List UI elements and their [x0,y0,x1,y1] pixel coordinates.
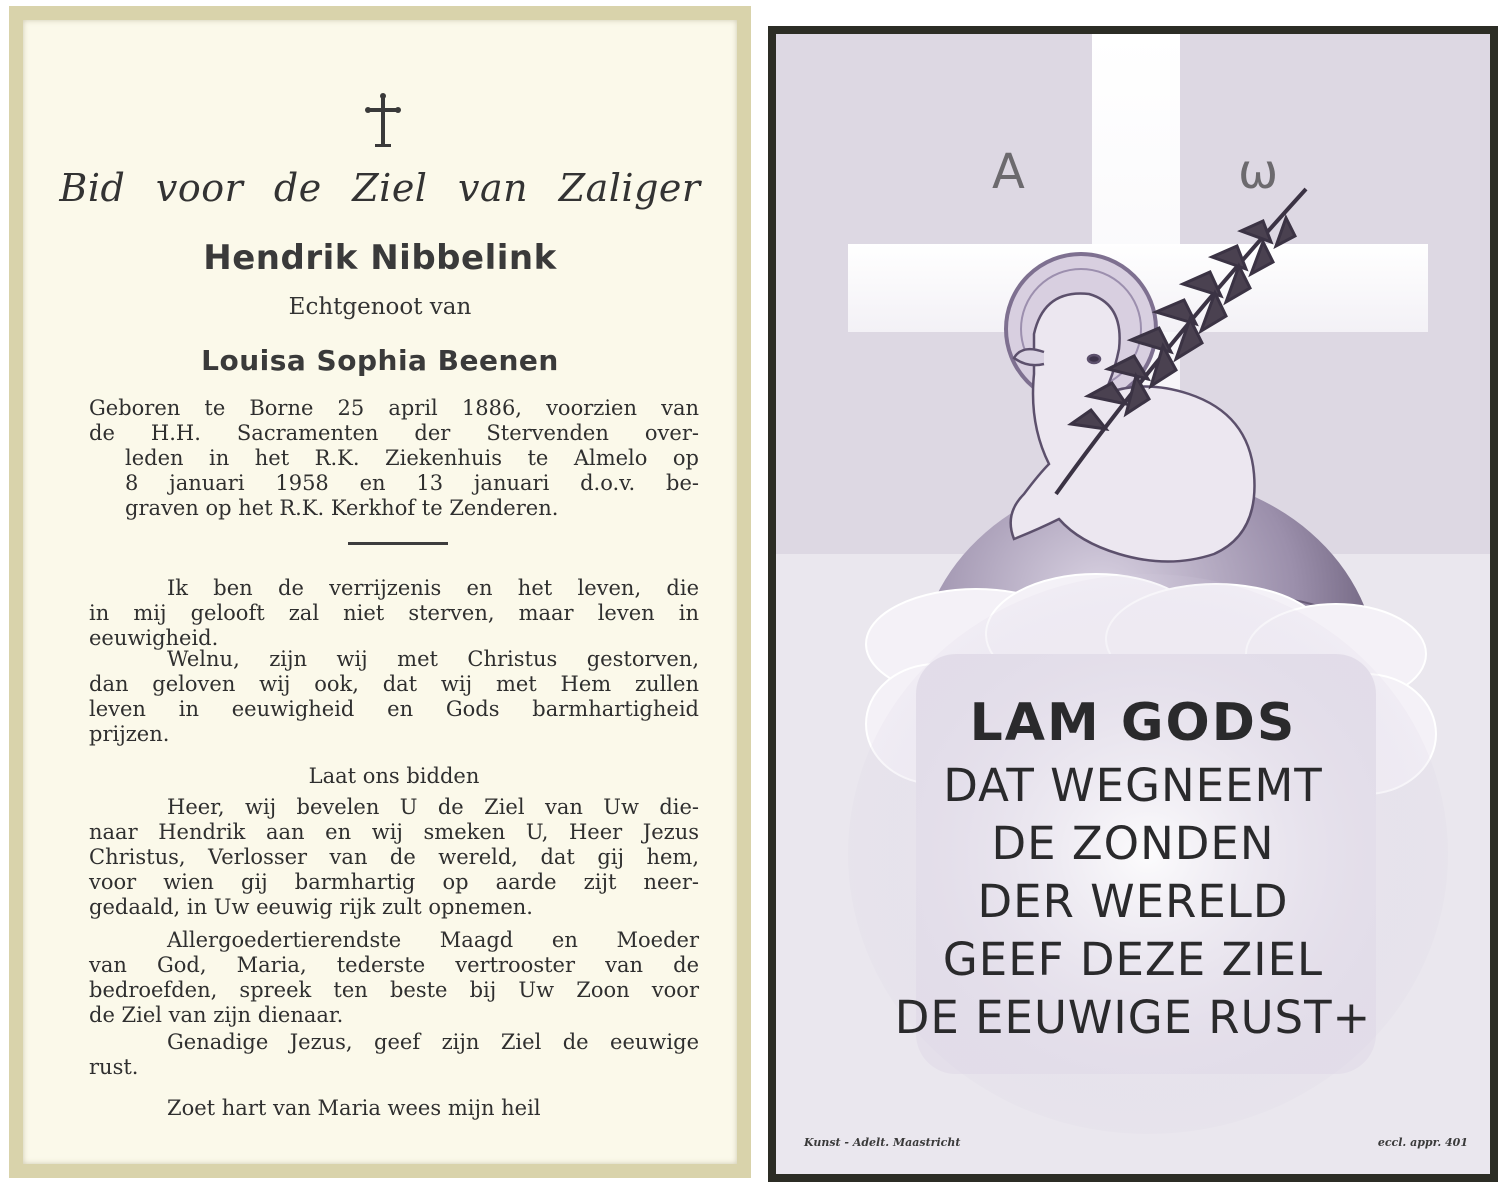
prayer-line: gedaald, in Uw eeuwig rijk zult opnemen. [89,895,533,919]
prayer-heading-text: Laat ons bidden [308,764,480,788]
verse-line: dan geloven wij ook, dat wij met Hem zullen [89,672,699,696]
motto-line: DE ZONDEN [991,817,1275,870]
deceased-name: Hendrik Nibbelink [203,238,557,278]
prayer-line: Allergoedertierendste Maagd en Moeder [167,928,699,952]
prayer-card-image-side [768,26,1498,1182]
motto-title: LAM GODS [969,693,1297,753]
biography-line: de H.H. Sacramenten der Stervenden over- [89,421,699,445]
verse-resurrection [89,576,699,651]
prayer-heading [89,764,699,789]
publisher-imprint: Kunst - Adelt. Maastricht [804,1136,961,1149]
biography-paragraph [89,396,699,521]
prayer-line: naar Hendrik aan en wij smeken U, Heer Jezus [89,820,699,844]
spouse-name: Louisa Sophia Beenen [201,344,559,377]
spouse-label: Echtgenoot van [288,294,472,320]
biography-line: graven op het R.K. Kerkhof te Zenderen. [125,496,559,520]
verse-line: Welnu, zijn wij met Christus gestorven, [167,647,699,671]
prayer-line: voor wien gij barmhartig op aarde zijt neer- [89,870,699,894]
cross-icon [363,92,403,154]
agnus-dei-motto [776,689,1490,1047]
divider-rule [348,542,448,545]
holy-card-paper [776,34,1490,1174]
prayer-line: de Ziel van zijn dienaar. [89,1003,344,1027]
motto-line: DE EEUWIGE RUST+ [894,991,1372,1044]
prayer-line: bedroefden, spreek ten beste bij Uw Zoon voor [89,978,699,1002]
omega-symbol: ω [1238,144,1279,200]
prayer-line: van God, Maria, tederste vertrooster van de [89,953,699,977]
biography-line: 8 januari 1958 en 13 januari d.o.v. be- [125,471,699,495]
biography-line: leden in het R.K. Ziekenhuis te Almelo op [125,446,699,470]
prayer-line: Genadige Jezus, geef zijn Ziel de eeuwige [167,1030,699,1054]
prayer-card-text-side [9,6,751,1178]
motto-line: GEEF DEZE ZIEL [942,933,1324,986]
invocation-heading: Bid voor de Ziel van Zaliger [59,166,701,210]
prayer-line: Christus, Verlosser van de wereld, dat gij hem, [89,845,699,869]
verse-line: leven in eeuwigheid en Gods barmhartigheid [89,697,699,721]
motto-line: DER WERELD [977,875,1289,928]
prayer-to-mary [89,928,699,1028]
verse-line: eeuwigheid. [89,626,219,650]
biography-line: Geboren te Borne 25 april 1886, voorzien van [89,396,699,420]
prayer-to-jesus [89,1030,699,1080]
verse-line: prijzen. [89,722,170,746]
prayer-for-soul [89,795,699,920]
motto-line: DAT WEGNEEMT [943,759,1323,812]
verse-christ [89,647,699,747]
closing-line: Zoet hart van Maria wees mijn heil [167,1096,541,1120]
alpha-symbol: A [992,144,1025,200]
verse-line: Ik ben de verrijzenis en het leven, die [167,576,699,600]
closing-invocation [89,1096,699,1121]
prayer-card-paper [23,20,737,1164]
ecclesiastical-approval: eccl. appr. 401 [1377,1136,1468,1149]
prayer-line: Heer, wij bevelen U de Ziel van Uw die- [167,795,699,819]
verse-line: in mij gelooft zal niet sterven, maar leven in [89,601,699,625]
prayer-line: rust. [89,1055,139,1079]
